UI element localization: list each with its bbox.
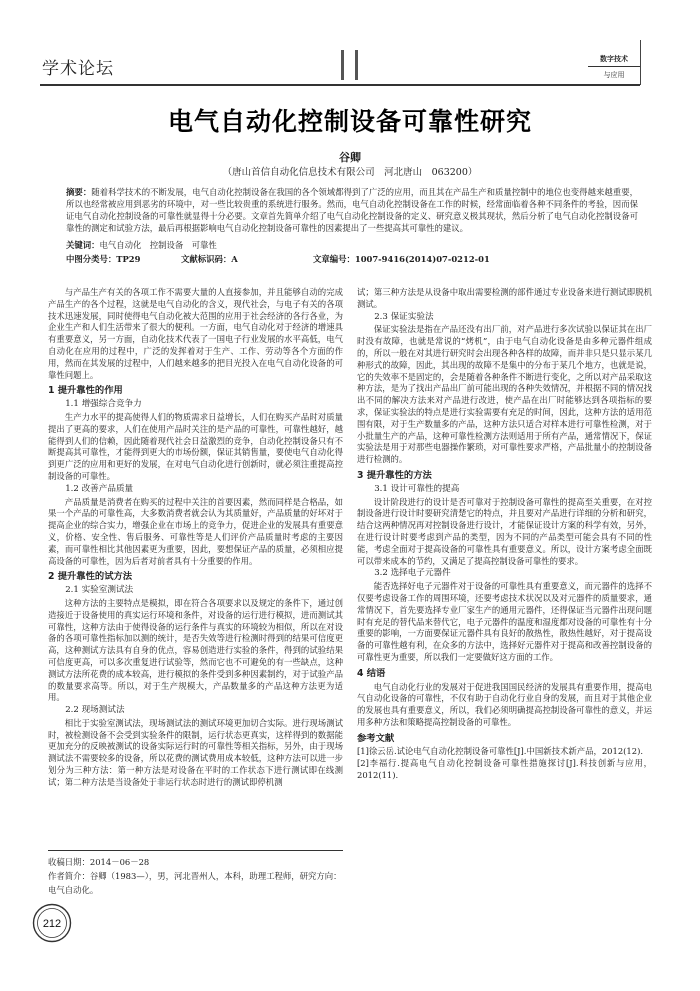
section-heading: 3 提升靠性的方法: [357, 469, 432, 481]
journal-badge-line2: 与应用: [603, 71, 625, 79]
subsection-heading: 3.1 设计可靠性的提高: [374, 483, 460, 494]
journal-badge: [588, 50, 640, 82]
journal-badge-line1: 数字技术: [588, 50, 640, 67]
subsection-heading: 3.2 选择电子元器件: [374, 568, 451, 579]
right-column: [357, 287, 652, 782]
abstract-label: 摘要：: [66, 187, 92, 197]
subsection-heading: 1.2 改善产品质量: [65, 483, 134, 494]
reference-item: [2]李福行.提高电气自动化控制设备可靠性措施探讨[J].科技创新与应用，2012(11).: [357, 758, 652, 781]
paragraph: 试；第三种方法是从设备中取出需要检测的部件通过专业设备来进行测试即脱机测试。: [357, 287, 652, 309]
page-number-badge: [32, 903, 72, 943]
keywords: [66, 239, 217, 251]
author-name: 谷卿: [339, 151, 361, 164]
paragraph: 这种方法的主要特点是模拟，即在符合各项要求以及规定的条件下，通过创造接近于设备使用的真实运行环境和条件，对设备的运行进行模拟，进而测试其可靠性，这种方法由于使得设备的运行条件与真实的环境较为相似，所以在对设备的各项可靠性指标加以测的统计，是否失效等进行检测时得到的结果可信度更高，这种测试方法具有自身的优点，容易创造进行实验的条件，得到的试验结果可信度更高，可以多次重复进行试验等，然而它也不可避免的有一些缺点，这种测试方法所花费的成本较高，进行模拟的条件受到多种因素制约，对于试验产品的数量要求高等。所以，对于生产规模大，产品数量多的产品这种方法更为适用。: [48, 597, 343, 703]
abstract-text: 随着科学技术的不断发展，电气自动化控制设备在我国的各个领域都得到了广泛的应用，而且其在产品生产和质量控制中的地位也变得越来越重要，所以也经常被应用到恶劣的环境中，对一些比较贵重的系统进行服务。然而，电气自动化控制设备在工作的时候，经常面临着各种不同条件的考验，因而保证电气自动化控制设备的可靠性就显得十分必要。文章首先简单介绍了电气自动化控制设备的定义、研究意义极其现状，然后分析了电气自动化控制设备可靠性的测定和试验方法，最后再根据影响电气自动化控制设备可靠性的因素提出了一些提高其可靠性的建议。: [66, 187, 639, 233]
subsection-heading: 2.1 实验室测试法: [65, 585, 134, 596]
header-rule: [40, 84, 640, 86]
subsection-heading: 2.2 现场测试法: [65, 705, 125, 716]
header-bar: [355, 50, 358, 80]
clc-number: 中图分类号：TP29: [66, 254, 141, 264]
article-number: 文章编号：1007-9416(2014)07-0212-01: [313, 254, 490, 264]
keywords-text: 电气自动化 控制设备 可靠性: [99, 240, 217, 250]
left-column: [48, 287, 343, 789]
section-heading: 1 提升靠性的作用: [48, 385, 123, 397]
paragraph: 相比于实验室测试法，现场测试法的测试环境更加切合实际。进行现场测试时，被检测设备不会受到实验条件的限制，运行状态更真实，这样得到的数据能更加充分的反映被测试的设备实际运行时的可靠性等相关指标，另外，由于现场测试法不需要较多的设备，所以花费的测试费用成本较低，这种方法可以进一步划分为三种方法：第一种方法是对设备在平时的工作状态下进行测试即在线测试；第二种方法是当设备处于非运行状态时进行的测试即停机测: [48, 717, 343, 787]
paragraph: 设计阶段进行的设计是否可靠对于控制设备可靠性的提高至关重要，在对控制设备进行设计时要研究清楚它的特点，并且要对产品进行详细的分析和研究，结合这两种情况再对控制设备进行设计，才能保证设计方案的科学有效，另外，在进行设计时要考虑到产品的类型，因为不同的产品类型可能会具有不同的性能，考虑全面对于提高设备的可靠性具有重要意义。所以，设计方案考虑全面既可以带来成本的节约，又满足了提高控制设备可靠性的要求。: [357, 496, 652, 566]
intro-paragraph: 与产品生产有关的各项工作不需要大量的人直接参加，并且能够自动的完成产品生产的各个过程，这就是电气自动化的含义，现代社会，与电子有关的各项技术迅速发展，同时使得电气自动化被大范围的应用于社会经济的各行各业，为企业生产和人们生活带来了很大的便利。一方面，电气自动化对于经济的增速具有重要意义，另一方面，自动化技术代表了一国电子行业发展的水平高低，电气自动化在应用的过程中，广泛的发挥着对于生产、工作、劳动等各个方面的作用，然而在其发展的过程中，人们越来越多的把目光投入在电气自动化设备的可靠性问题上。: [48, 287, 343, 380]
paper-title: 电气自动化控制设备可靠性研究: [167, 107, 532, 136]
footnote: [48, 855, 348, 897]
author-affiliation: （唐山首信自动化信息技术有限公司 河北唐山 063200）: [222, 167, 478, 178]
paragraph: 保证实验法是指在产品还没有出厂前，对产品进行多次试验以保证其在出厂时没有故障，也就是常说的“烤机”，由于电气自动化设备是由多种元器件组成的，所以一般在对其进行研究时会出现各种各样的故障，而并非只是只显示某几种形式的故障，因此，其出现的故障不是集中的分布于某几个地方，也就是说，它的失效率不是固定的，会是随着各种条件不断进行变化，之所以对产品采取这种方法，是为了找出产品出厂前可能出现的各种失效情况，并根据不同的情况找出不同的解决方法来对产品进行改进，使产品在出厂时能够达到各项指标的要求，保证实验法的特点是进行实验需要有充足的时间，因此，这种方法的适用范围有限，对于生产数量多的产品，这种方法只适合对样本进行可靠性检测，对于小批量生产的产品，这种可靠性检测方法则适用于所有产品，通常情况下，保证实验法是用于对那些电器操作繁琐，对可靠性要求严格，产品批量小的控制设备进行检测的。: [357, 324, 652, 465]
received-date: 收稿日期：2014－06－28: [48, 857, 150, 867]
section-heading: 4 结语: [357, 667, 386, 679]
footnote-rule: [48, 850, 343, 851]
section-title: 学术论坛: [42, 59, 114, 79]
author-bio: 作者简介：谷卿（1983—），男，河北晋州人，本科，助理工程师，研究方向：电气自动化。: [48, 871, 342, 895]
paragraph: 电气自动化行业的发展对于促进我国国民经济的发展具有重要作用，提高电气自动化设备的可靠性，不仅有助于自动化行业自身的发展，而且对于其他企业的发展也具有重要意义，所以，我们必须明确提高控制设备可靠性的意义，并运用多种方法和策略提高控制设备的可靠性。: [357, 681, 652, 727]
header-bar: [341, 50, 344, 80]
subsection-heading: 1.1 增强综合竞争力: [65, 399, 142, 410]
paragraph: 产品质量是消费者在购买的过程中关注的首要因素，然而同样是合格品，如果一个产品的可靠性高，大多数消费者就会认为其质量好，产品质量的好坏对于提高企业的综合实力，增强企业在市场上的竞争力，促进企业的发展具有重要意义，价格、安全性、售后服务、可靠性等是人们评价产品质量时考虑的主要因素，而可靠性相比其他因素更为重要，因此，要想保证产品的质量，必须相应提高设备的可靠性，因为后者对前者具有十分重要的作用。: [48, 496, 343, 566]
paragraph: 能否选择好电子元器件对于设备的可靠性具有重要意义，而元器件的选择不仅要考虑设备工作的周围环境，还要考虑技术状况以及对元器件的质量要求，通常情况下，首先要选择专业厂家生产的通用元器件，还得保证当元器件出现问题时有充足的替代品来替代它，电子元器件的温度和湿度都对设备的可靠性有十分重要的影响，一方面要保证元器件具有良好的散热性，散热性越好，对于提高设备的可靠性越有利，在众多的方法中，选择好元器件对于提高和改善控制设备的可靠性更为重要，所以我们一定要做好这方面的工作。: [357, 581, 652, 662]
reference-item: [1]徐云岳.试论电气自动化控制设备可靠性[J].中国新技术新产品，2012(12).: [357, 746, 643, 757]
section-heading: 2 提升靠性的试方法: [48, 571, 133, 583]
page-number: 212: [42, 918, 62, 930]
paragraph: 生产力水平的提高使得人们的物质需求日益增长，人们在购买产品时对质量提出了更高的要求，人们在使用产品时关注的是产品的可靠性，可靠性越好，越能得到人们的信赖，因此随着现代社会日益激烈的竞争，自动化控制设备只有不断提高其可靠性，才能得到更大的市场份额，保证其销售量，要使电气自动化得到更广泛的应用和更好的发展，在对电气自动化进行创新时，就必须注重提高控制设备的可靠性。: [48, 411, 343, 481]
subsection-heading: 2.3 保证实验法: [374, 311, 434, 322]
header-edge-line: [640, 40, 641, 85]
references-heading: 参考文献: [357, 732, 395, 744]
abstract: [66, 186, 638, 234]
keywords-label: 关键词：: [66, 240, 100, 250]
document-code: 文献标识码：A: [181, 254, 238, 264]
